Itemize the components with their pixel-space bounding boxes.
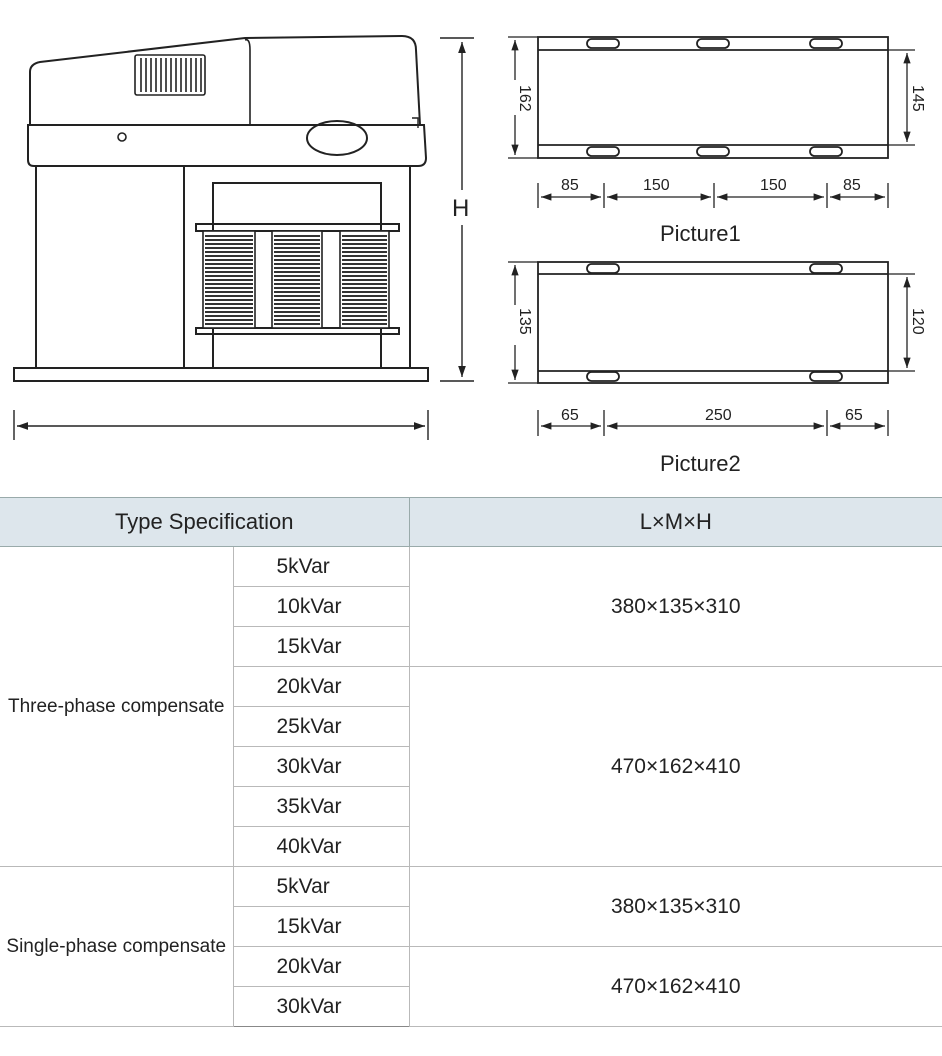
header-dims: L×M×H: [409, 498, 942, 547]
spec-table: [0, 497, 942, 1027]
header-type-spec: Type Specification: [0, 498, 409, 547]
group-single-phase: Single-phase compensate: [0, 867, 233, 1027]
type-cell: 5kVar: [233, 547, 409, 587]
cover-band: [28, 125, 426, 166]
picture2-dim-2: 250: [705, 407, 732, 424]
picture2-dim-1: 65: [561, 407, 579, 424]
type-cell: 30kVar: [233, 987, 409, 1027]
type-cell: 30kVar: [233, 747, 409, 787]
type-cell: 15kVar: [233, 627, 409, 667]
picture1-dim-3: 150: [760, 177, 787, 194]
dims-cell: 470×162×410: [409, 947, 942, 1027]
picture1-left-dim: 162: [516, 85, 533, 112]
type-cell: 25kVar: [233, 707, 409, 747]
picture2-caption: Picture2: [660, 451, 741, 476]
picture2-left-dim: 135: [516, 308, 533, 335]
width-dimension: [14, 410, 428, 440]
top-cover: [30, 36, 420, 125]
type-cell: 20kVar: [233, 947, 409, 987]
picture2-dim-3: 65: [845, 407, 863, 424]
dimension-drawing: [0, 0, 942, 480]
table-header-row: [0, 498, 942, 547]
type-cell: 20kVar: [233, 667, 409, 707]
picture1-dim-4: 85: [843, 177, 861, 194]
picture2-right-dim: 120: [909, 308, 926, 335]
group-three-phase: Three-phase compensate: [0, 547, 233, 867]
picture1-right-dim: 145: [909, 85, 926, 112]
dims-cell: 380×135×310: [409, 867, 942, 947]
picture1-dim-1: 85: [561, 177, 579, 194]
cabinet-left: [36, 166, 184, 368]
unit-front-view: [14, 36, 428, 381]
type-cell: 15kVar: [233, 907, 409, 947]
type-cell: 5kVar: [233, 867, 409, 907]
type-cell: 35kVar: [233, 787, 409, 827]
table-row: [0, 867, 942, 907]
type-cell: 10kVar: [233, 587, 409, 627]
height-label: H: [452, 195, 470, 222]
table-row: [0, 547, 942, 587]
dims-cell: 380×135×310: [409, 547, 942, 667]
type-cell: 40kVar: [233, 827, 409, 867]
picture1-caption: Picture1: [660, 221, 741, 246]
picture1-dim-2: 150: [643, 177, 670, 194]
base-plate: [14, 368, 428, 381]
dims-cell: 470×162×410: [409, 667, 942, 867]
